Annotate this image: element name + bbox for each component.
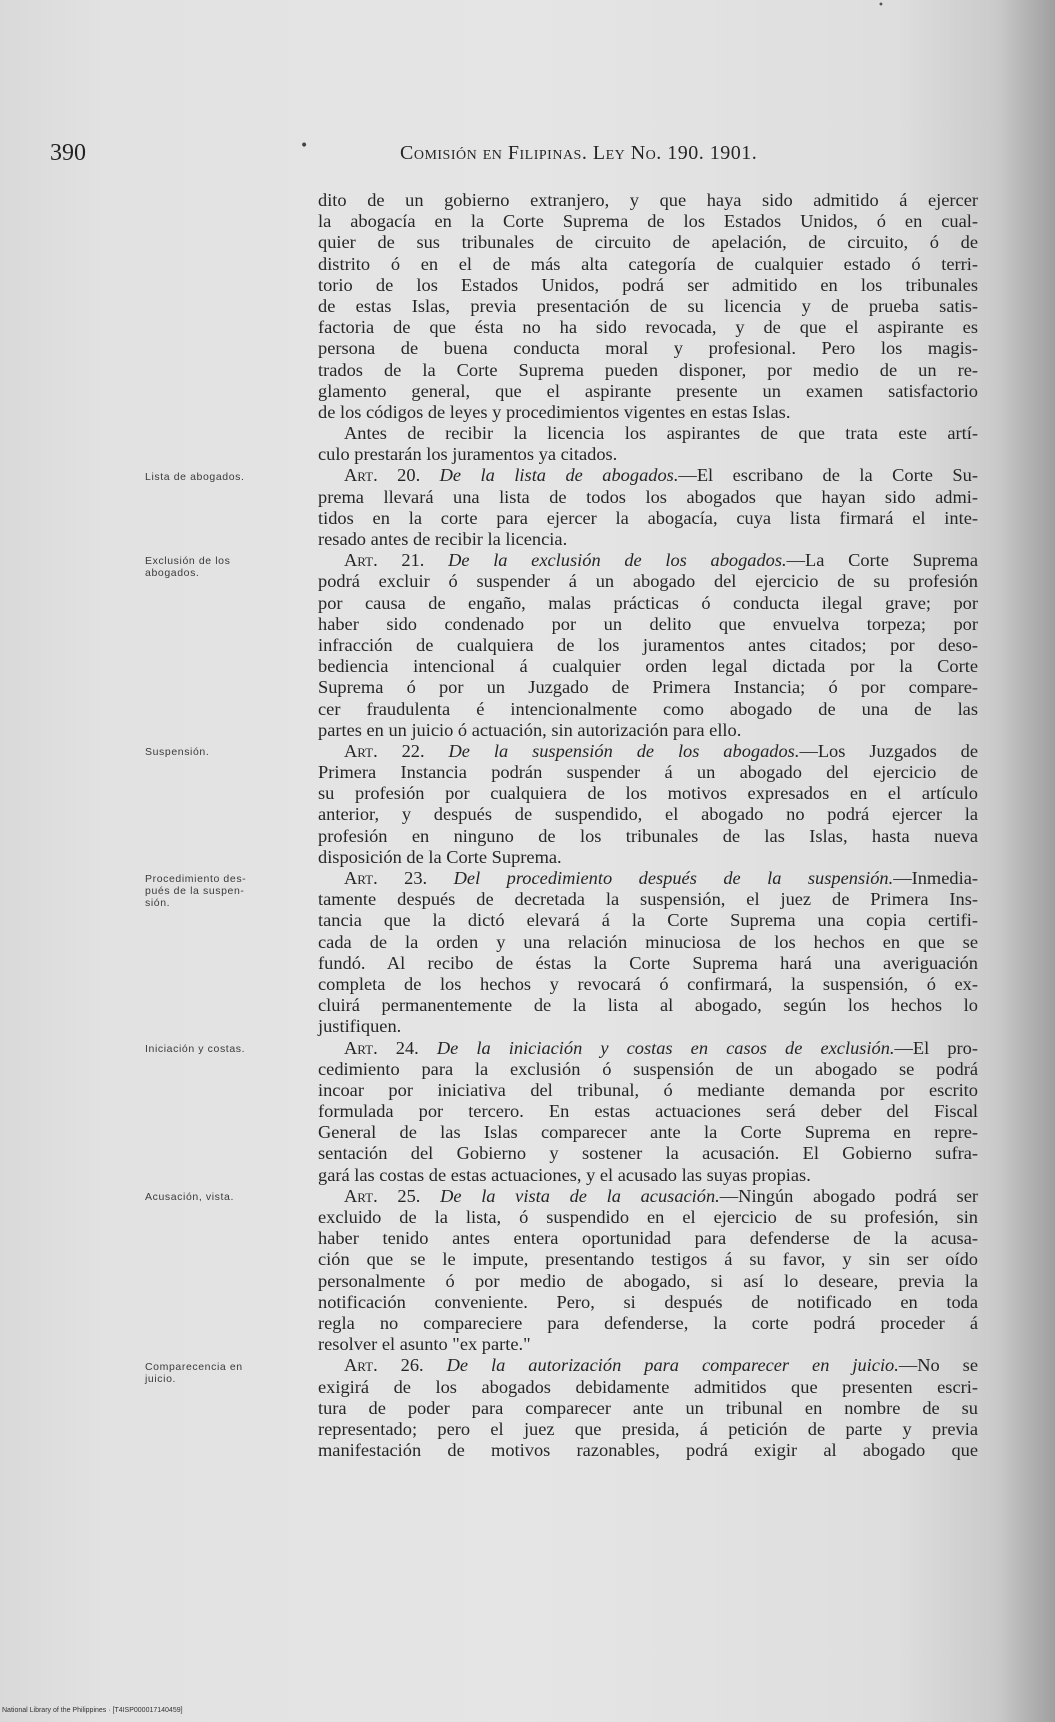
body-line: infracción de cualquiera de los juramentos antes citados; por deso- <box>318 634 978 655</box>
body-line: su profesión por cualquiera de los motivos expresados en el artículo <box>318 783 978 804</box>
article-number: Art. 20. <box>344 465 421 486</box>
margin-note-line: Acusación, vista. <box>145 1191 234 1204</box>
body-line: podrá excluir ó suspender á un abogado del ejercicio de su profesión <box>318 571 978 592</box>
article-title: De la iniciación y costas en casos de exclusión. <box>436 1037 895 1058</box>
body-line: tidos en la corte para ejercer la abogacía, cuya lista firmará el inte- <box>318 507 978 528</box>
running-title: Comisión en Filipinas. Ley No. 190. 1901. <box>400 142 758 164</box>
article-number: Art. 23. <box>344 868 428 888</box>
margin-note-line: Comparecencia en <box>145 1361 243 1373</box>
body-line: haber sido condenado por un delito que envuelva torpeza; por <box>318 613 978 634</box>
body-line: completa de los hechos y revocará ó confirmará, la suspensión, ó ex- <box>318 973 978 994</box>
body-line: incoar por iniciativa del tribunal, ó mediante demanda por escrito <box>318 1079 978 1100</box>
margin-note-line: Procedimiento des- <box>145 873 247 886</box>
margin-note-line: juicio. <box>145 1373 177 1385</box>
article-number: Art. 21. <box>344 550 425 571</box>
body-line: resado antes de recibir la licencia. <box>318 529 568 549</box>
margin-note <box>145 873 315 909</box>
article-title: De la suspensión de los abogados. <box>448 740 800 761</box>
body-line: de estas Islas, previa presentación de su licencia y de prueba satis- <box>318 295 978 316</box>
body-line: cada de la orden y una relación minuciosa de los hechos en que se <box>318 931 978 952</box>
margin-note <box>145 471 315 483</box>
margin-note <box>145 1043 315 1055</box>
article-text: —El pro- <box>894 1037 978 1058</box>
body-line: glamento general, que el aspirante presente un examen satisfactorio <box>318 380 978 401</box>
body-line: tamente después de decretada la suspensión, el juez de Primera Ins- <box>318 889 978 910</box>
margin-note-line: Suspensión. <box>145 746 210 759</box>
body-line: Primera Instancia podrán suspender á un abogado del ejercicio de <box>318 762 978 783</box>
body-line: torio de los Estados Unidos, podrá ser admitido en los tribunales <box>318 274 978 295</box>
article-title: De la exclusión de los abogados. <box>448 550 787 571</box>
body-line: la abogacía en la Corte Suprema de los Estados Unidos, ó en cual- <box>318 211 978 232</box>
margin-note <box>145 746 315 758</box>
body-line: cedimiento para la exclusión ó suspensión de un abogado se podrá <box>318 1058 978 1079</box>
body-line: factoria de que ésta no ha sido revocada, y de que el aspirante es <box>318 317 978 338</box>
body-line: ción que se le impute, presentando testigos á su favor, y sin ser oído <box>318 1249 978 1270</box>
body-line: excluido de la lista, ó suspendido en el ejercicio de su profesión, sin <box>318 1207 978 1227</box>
body-line: regla no compareciere para defenderse, la corte podrá proceder á <box>318 1312 978 1333</box>
margin-note <box>145 1361 315 1385</box>
page-number: 390 <box>50 140 86 166</box>
body-line: personalmente ó por medio de abogado, si así lo deseare, previa la <box>318 1270 978 1291</box>
body-line: persona de buena conducta moral y profesional. Pero los magis- <box>318 338 978 359</box>
body-line: prema llevará una lista de todos los abogados que hayan sido admi- <box>318 486 978 507</box>
article-heading-line <box>318 868 978 889</box>
body-line: partes en un juicio ó actuación, sin autorización para ello. <box>318 719 742 740</box>
article-heading-line <box>318 465 978 486</box>
article-number: Art. 25. <box>344 1185 421 1206</box>
page-edge-shadow <box>995 0 1055 1722</box>
body-line: representado; pero el juez que presida, á petición de parte y previa <box>318 1418 978 1439</box>
article-text: —Ningún abogado podrá ser <box>719 1185 978 1206</box>
article-title: De la autorización para comparecer en juicio. <box>446 1355 899 1376</box>
article-heading-line <box>318 550 978 571</box>
article-title: De la vista de la acusación. <box>440 1185 720 1206</box>
article-heading-line <box>318 1038 978 1059</box>
body-line: haber tenido antes entera oportunidad para defenderse de la acusa- <box>318 1228 978 1249</box>
margin-note-line: abogados. <box>145 567 200 580</box>
body-line: bediencia intencional á cualquier orden legal dictada por la Corte <box>318 656 978 677</box>
article-text: —Inmedia- <box>893 868 978 888</box>
article-heading-line <box>318 1186 978 1207</box>
article-title: De la lista de abogados. <box>439 465 679 486</box>
body-line: culo prestarán los juramentos ya citados. <box>318 444 618 465</box>
footer-credit: National Library of the Philippines · [T4ISP000017140459] <box>2 1707 183 1714</box>
body-line: justifiquen. <box>318 1016 402 1037</box>
article-number: Art. 26. <box>344 1355 424 1376</box>
body-line: sentación del Gobierno y sostener la acusación. El Gobierno sufra- <box>318 1143 978 1164</box>
body-line: dito de un gobierno extranjero, y que haya sido admitido á ejercer <box>318 190 978 210</box>
body-line: notificación conveniente. Pero, si después de notificado en toda <box>318 1291 978 1312</box>
article-number: Art. 22. <box>344 740 425 761</box>
body-line: formulada por tercero. En estas actuaciones será deber del Fiscal <box>318 1101 978 1122</box>
body-line: quier de sus tribunales de circuito de apelación, de circuito, ó de <box>318 232 978 253</box>
body-line: Suprema ó por un Juzgado de Primera Instancia; ó por compare- <box>318 677 978 698</box>
margin-note-line: sión. <box>145 897 171 910</box>
body-line: anterior, y después de suspendido, el abogado no podrá ejercer la <box>318 804 978 825</box>
body-line: resolver el asunto "ex parte." <box>318 1334 531 1355</box>
margin-note-line: pués de la suspen- <box>145 885 245 898</box>
body-line: cluirá permanentemente de la lista al abogado, según los hechos lo <box>318 995 978 1016</box>
article-heading-line <box>318 1355 978 1376</box>
article-text: —No se <box>898 1355 979 1376</box>
margin-note <box>145 1191 315 1203</box>
body-line: tancia que la dictó elevará á la Corte Suprema una copia certifi- <box>318 910 978 931</box>
article-text: —El escribano de la Corte Su- <box>678 465 978 486</box>
top-mark: • <box>878 0 884 11</box>
margin-note-line: Iniciación y costas. <box>145 1043 246 1055</box>
body-line: gará las costas de estas actuaciones, y el acusado las suyas propias. <box>318 1164 811 1185</box>
body-line: distrito ó en el de más alta categoría de cualquier estado ó terri- <box>318 253 978 274</box>
article-number: Art. 24. <box>344 1037 419 1058</box>
body-line: Antes de recibir la licencia los aspirantes de que trata este artí- <box>344 423 978 444</box>
article-text: —La Corte Suprema <box>786 550 979 571</box>
margin-notes <box>0 0 320 1722</box>
body-line: manifestación de motivos razonables, podrá exigir al abogado que <box>318 1440 978 1461</box>
body-line: exigirá de los abogados debidamente admitidos que presenten escri- <box>318 1376 978 1397</box>
body-text <box>318 190 978 1461</box>
body-line: cer fraudulenta é intencionalmente como abogado de una de las <box>318 698 978 719</box>
margin-note <box>145 555 315 579</box>
margin-note-line: Lista de abogados. <box>145 470 245 483</box>
body-line: tura de poder para comparecer ante un tribunal en nombre de su <box>318 1397 978 1418</box>
body-line: fundó. Al recibo de éstas la Corte Suprema hará una averiguación <box>318 952 978 973</box>
header-dot: • <box>300 138 309 154</box>
body-line: disposición de la Corte Suprema. <box>318 846 562 867</box>
article-heading-line <box>318 741 978 762</box>
body-line: de los códigos de leyes y procedimientos vigentes en estas Islas. <box>318 401 791 422</box>
body-line: General de las Islas comparecer ante la Corte Suprema en repre- <box>318 1122 978 1143</box>
article-title: Del procedimiento después de la suspensión. <box>453 868 894 888</box>
body-line: profesión en ninguno de los tribunales de las Islas, hasta nueva <box>318 825 978 846</box>
body-line: por causa de engaño, malas prácticas ó conducta ilegal grave; por <box>318 592 978 613</box>
article-text: —Los Juzgados de <box>799 740 978 761</box>
margin-note-line: Exclusión de los <box>145 555 231 568</box>
body-line: trados de la Corte Suprema pueden disponer, por medio de un re- <box>318 359 978 380</box>
